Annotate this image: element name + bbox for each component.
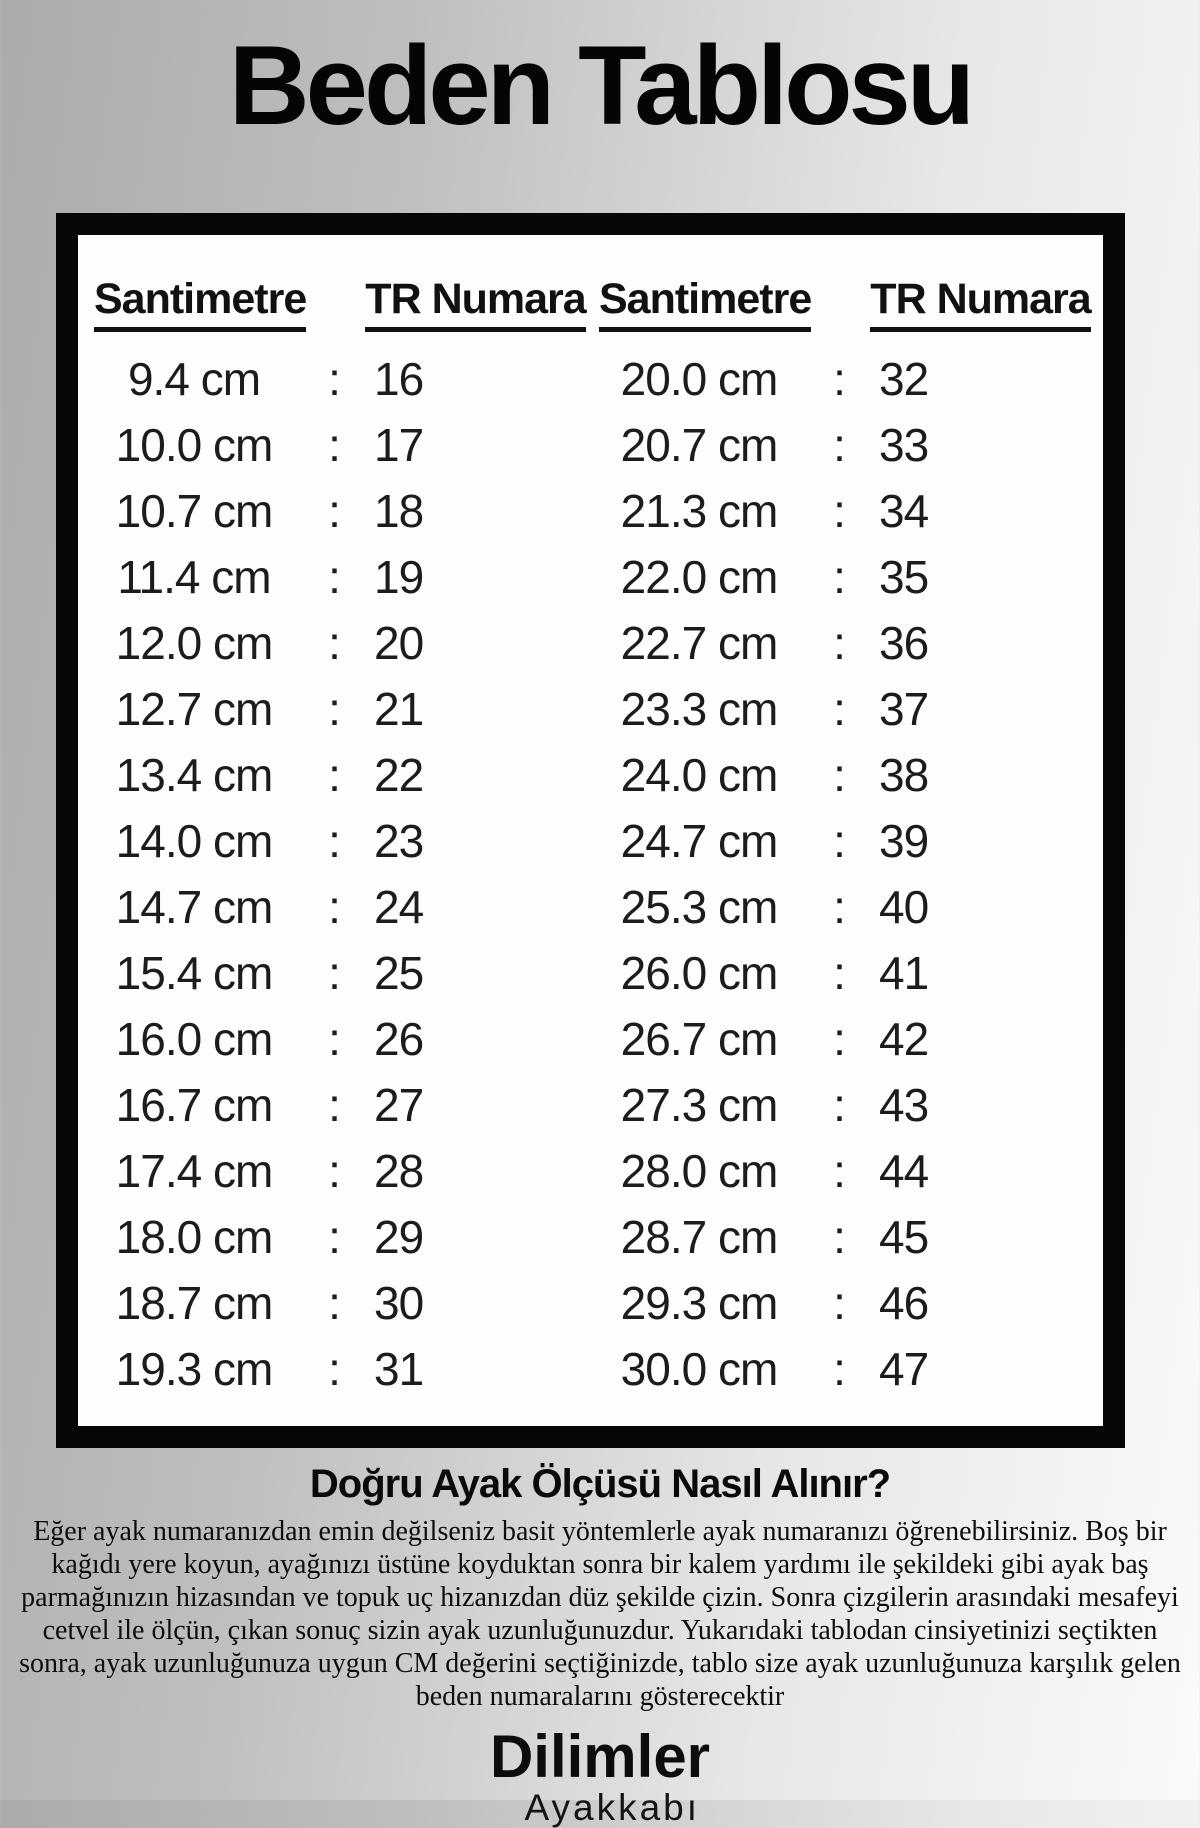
tr-size-value: 37 — [879, 682, 929, 735]
brand-logo — [0, 1722, 1200, 1828]
tr-size-value: 33 — [879, 418, 929, 471]
cm-value: 12.7 cm — [115, 682, 273, 735]
colon-separator: : — [328, 682, 340, 735]
size-row — [599, 478, 1104, 544]
colon-separator: : — [328, 484, 340, 537]
colon-separator: : — [328, 352, 340, 405]
size-row — [94, 1006, 599, 1072]
colon-separator: : — [328, 550, 340, 603]
colon-separator: : — [833, 748, 845, 801]
size-row — [94, 1072, 599, 1138]
tr-size-value: 30 — [374, 1276, 424, 1329]
size-conversion-table — [56, 213, 1125, 1448]
size-row — [94, 742, 599, 808]
cm-value: 22.7 cm — [620, 616, 778, 669]
size-row — [94, 1138, 599, 1204]
cm-value: 13.4 cm — [115, 748, 273, 801]
cm-value: 24.0 cm — [620, 748, 778, 801]
tr-size-value: 39 — [879, 814, 929, 867]
colon-separator: : — [328, 814, 340, 867]
colon-separator: : — [833, 682, 845, 735]
colon-separator: : — [833, 1144, 845, 1197]
size-row — [599, 1006, 1104, 1072]
tr-size-value: 31 — [374, 1342, 424, 1395]
cm-value: 12.0 cm — [115, 616, 273, 669]
size-row — [599, 940, 1104, 1006]
cm-value: 11.4 cm — [117, 550, 271, 603]
colon-separator: : — [833, 484, 845, 537]
colon-separator: : — [833, 1078, 845, 1131]
size-row — [599, 1336, 1104, 1402]
cm-value: 16.7 cm — [115, 1078, 273, 1131]
tr-size-value: 26 — [374, 1012, 424, 1065]
colon-separator: : — [833, 880, 845, 933]
tr-size-value: 23 — [374, 814, 424, 867]
tr-size-value: 16 — [374, 352, 424, 405]
cm-value: 14.0 cm — [115, 814, 273, 867]
size-table-left-group — [94, 275, 599, 1402]
tr-size-value: 29 — [374, 1210, 424, 1263]
size-row — [94, 346, 599, 412]
brand-name: Dilimler — [489, 1722, 711, 1790]
tr-size-value: 27 — [374, 1078, 424, 1131]
cm-value: 9.4 cm — [127, 352, 261, 405]
size-row — [94, 940, 599, 1006]
size-row — [599, 742, 1104, 808]
colon-separator: : — [328, 1078, 340, 1131]
colon-separator: : — [328, 748, 340, 801]
tr-size-value: 43 — [879, 1078, 929, 1131]
tr-size-value: 22 — [374, 748, 424, 801]
tr-size-value: 35 — [879, 550, 929, 603]
column-header-santimetre-left: Santimetre — [94, 275, 306, 332]
tr-size-value: 44 — [879, 1144, 929, 1197]
tr-size-value: 20 — [374, 616, 424, 669]
size-row — [94, 808, 599, 874]
cm-value: 28.7 cm — [620, 1210, 778, 1263]
tr-size-value: 25 — [374, 946, 424, 999]
tr-size-value: 45 — [879, 1210, 929, 1263]
colon-separator: : — [328, 1210, 340, 1263]
tr-size-value: 40 — [879, 880, 929, 933]
size-row — [94, 874, 599, 940]
size-row — [94, 676, 599, 742]
colon-separator: : — [328, 1276, 340, 1329]
colon-separator: : — [328, 616, 340, 669]
tr-size-value: 28 — [374, 1144, 424, 1197]
cm-value: 20.0 cm — [620, 352, 778, 405]
cm-value: 15.4 cm — [115, 946, 273, 999]
size-table-columns — [94, 275, 1095, 1402]
colon-separator: : — [833, 814, 845, 867]
colon-separator: : — [833, 352, 845, 405]
size-row — [94, 610, 599, 676]
colon-separator: : — [328, 880, 340, 933]
size-row — [599, 412, 1104, 478]
cm-value: 22.0 cm — [620, 550, 778, 603]
colon-separator: : — [833, 1210, 845, 1263]
column-header-tr-numara-right: TR Numara — [870, 275, 1090, 332]
tr-size-value: 34 — [879, 484, 929, 537]
tr-size-value: 32 — [879, 352, 929, 405]
tr-size-value: 17 — [374, 418, 424, 471]
size-row — [94, 412, 599, 478]
cm-value: 20.7 cm — [620, 418, 778, 471]
colon-separator: : — [833, 946, 845, 999]
colon-separator: : — [833, 1012, 845, 1065]
tr-size-value: 38 — [879, 748, 929, 801]
colon-separator: : — [833, 550, 845, 603]
size-row — [94, 1270, 599, 1336]
size-row — [94, 1336, 599, 1402]
cm-value: 10.0 cm — [115, 418, 273, 471]
tr-size-value: 24 — [374, 880, 424, 933]
tr-size-value: 42 — [879, 1012, 929, 1065]
cm-value: 25.3 cm — [620, 880, 778, 933]
size-row — [599, 1072, 1104, 1138]
cm-value: 18.0 cm — [115, 1210, 273, 1263]
colon-separator: : — [328, 1144, 340, 1197]
size-rows-right — [599, 346, 1104, 1402]
colon-separator: : — [328, 418, 340, 471]
size-row — [599, 544, 1104, 610]
tr-size-value: 41 — [879, 946, 929, 999]
size-row — [599, 610, 1104, 676]
tr-size-value: 46 — [879, 1276, 929, 1329]
cm-value: 17.4 cm — [115, 1144, 273, 1197]
cm-value: 23.3 cm — [620, 682, 778, 735]
size-rows-left — [94, 346, 599, 1402]
colon-separator: : — [833, 1276, 845, 1329]
tr-size-value: 47 — [879, 1342, 929, 1395]
column-header-tr-numara-left: TR Numara — [365, 275, 585, 332]
cm-value: 10.7 cm — [115, 484, 273, 537]
size-table-right-group — [599, 275, 1104, 1402]
size-row — [599, 874, 1104, 940]
tr-size-value: 21 — [374, 682, 424, 735]
brand-subtitle: Ayakkabı — [524, 1786, 701, 1828]
cm-value: 19.3 cm — [115, 1342, 273, 1395]
cm-value: 29.3 cm — [620, 1276, 778, 1329]
colon-separator: : — [328, 1342, 340, 1395]
colon-separator: : — [833, 616, 845, 669]
cm-value: 14.7 cm — [115, 880, 273, 933]
colon-separator: : — [833, 418, 845, 471]
cm-value: 26.0 cm — [620, 946, 778, 999]
cm-value: 28.0 cm — [620, 1144, 778, 1197]
cm-value: 26.7 cm — [620, 1012, 778, 1065]
left-group-header-row — [94, 275, 599, 332]
colon-separator: : — [328, 946, 340, 999]
size-row — [599, 676, 1104, 742]
cm-value: 27.3 cm — [620, 1078, 778, 1131]
size-row — [599, 1138, 1104, 1204]
how-to-heading: Doğru Ayak Ölçüsü Nasıl Alınır? — [309, 1461, 891, 1506]
cm-value: 18.7 cm — [115, 1276, 273, 1329]
how-to-text: Eğer ayak numaranızdan emin değilseniz basit yöntemlerle ayak numaranızı öğrenebilirsiniz. Boş bir kağıdı yere koyun, ayağınızı üstüne koyduktan sonra bir kalem yardımı ile şekildeki gibi ayak baş parmağınızın hizasından ve topuk uç hizanızdan düz şekilde çizin. Sonra çizgilerin arasındaki mesafeyi cetvel ile ölçün, çıkan sonuç sizin ayak uzunluğunuzdur. Yukarıdaki tablodan cinsiyetinizi seçtikten sonra, ayak uzunluğunuza uygun CM değerini seçtiğinizde, tablo size ayak uzunluğunuza karşılık gelen beden numaralarını gösterecektir — [19, 1515, 1181, 1712]
colon-separator: : — [328, 1012, 340, 1065]
page-title: Beden Tablosu — [228, 23, 972, 148]
right-group-header-row — [599, 275, 1104, 332]
tr-size-value: 19 — [374, 550, 424, 603]
column-header-santimetre-right: Santimetre — [599, 275, 811, 332]
size-row — [94, 478, 599, 544]
tr-size-value: 36 — [879, 616, 929, 669]
colon-separator: : — [833, 1342, 845, 1395]
size-row — [94, 1204, 599, 1270]
cm-value: 30.0 cm — [620, 1342, 778, 1395]
cm-value: 24.7 cm — [620, 814, 778, 867]
cm-value: 16.0 cm — [115, 1012, 273, 1065]
size-row — [94, 544, 599, 610]
cm-value: 21.3 cm — [620, 484, 778, 537]
size-row — [599, 346, 1104, 412]
size-row — [599, 1204, 1104, 1270]
size-row — [599, 808, 1104, 874]
tr-size-value: 18 — [374, 484, 424, 537]
size-row — [599, 1270, 1104, 1336]
